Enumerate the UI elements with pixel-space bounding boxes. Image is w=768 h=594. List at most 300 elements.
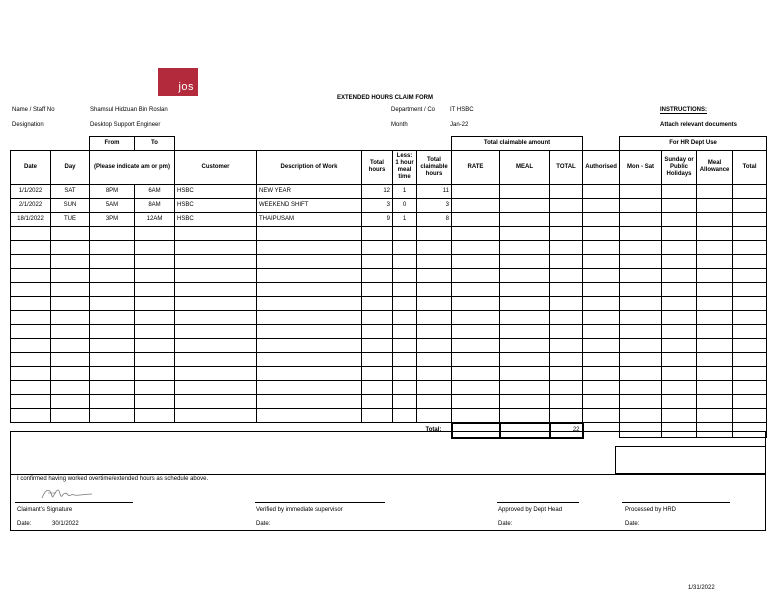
empty-cell [452,268,500,282]
cell-description: WEEKEND SHIFT [257,198,362,212]
cell-total_hours: 3 [362,198,393,212]
empty-cell [417,240,452,254]
empty-cell [11,226,51,240]
empty-cell [500,254,550,268]
empty-cell [697,184,733,198]
empty-cell [550,226,583,240]
empty-cell [257,408,362,423]
rate-header: RATE [452,150,500,184]
empty-cell [620,268,662,282]
empty-cell [697,366,733,380]
empty-cell [362,296,393,310]
empty-cell [733,268,767,282]
empty-cell [452,198,500,212]
table-row [11,212,767,226]
empty-cell [500,226,550,240]
empty-cell [393,282,417,296]
empty-cell [51,324,90,338]
empty-cell [620,310,662,324]
empty-cell [583,226,620,240]
empty-cell [550,282,583,296]
hrd-signature-line [622,502,730,503]
cell-date: 2/1/2022 [11,198,51,212]
authorised-header: Authorised [583,150,620,184]
dept-value: IT HSBC [450,107,474,113]
form-title: EXTENDED HOURS CLAIM FORM [337,95,433,101]
empty-cell [733,352,767,366]
table-row [11,296,767,310]
empty-cell [51,338,90,352]
designation-value: Desktop Support Engineer [90,122,161,128]
empty-cell [583,240,620,254]
empty-cell [550,338,583,352]
empty-cell [697,338,733,352]
empty-cell [257,296,362,310]
empty-cell [11,394,51,408]
empty-cell [550,352,583,366]
empty-cell [550,366,583,380]
table-row [11,198,767,212]
empty-cell [733,296,767,310]
empty-cell [51,310,90,324]
table-row [11,366,767,380]
empty-cell [662,184,697,198]
empty-cell [51,296,90,310]
empty-cell [550,254,583,268]
empty-cell [393,380,417,394]
empty-cell [417,324,452,338]
empty-cell [452,282,500,296]
empty-cell [550,268,583,282]
empty-cell [500,310,550,324]
empty-cell [90,296,135,310]
claimant-date-label: Date: [17,521,32,527]
empty-cell [500,212,550,226]
empty-cell [583,338,620,352]
empty-cell [90,408,135,423]
empty-cell [417,352,452,366]
empty-cell [135,324,175,338]
empty-cell [362,324,393,338]
date-header: Date [11,150,51,184]
table-row [11,338,767,352]
empty-cell [452,296,500,310]
empty-cell [11,268,51,282]
empty-cell [393,310,417,324]
cell-date: 1/1/2022 [11,184,51,198]
indicate-header: (Please indicate am or pm) [90,150,175,184]
empty-cell [135,380,175,394]
empty-cell [393,338,417,352]
empty-cell [733,240,767,254]
cell-total_hours: 9 [362,212,393,226]
empty-cell [550,380,583,394]
empty-cell [90,226,135,240]
designation-label: Designation [12,122,44,128]
empty-cell [393,408,417,423]
cell-claimable: 3 [417,198,452,212]
empty-cell [697,394,733,408]
empty-cell [11,324,51,338]
empty-cell [733,282,767,296]
empty-cell [135,226,175,240]
empty-cell [175,366,257,380]
empty-cell [733,212,767,226]
cell-customer: HSBC [175,212,257,226]
description-header: Description of Work [257,150,362,184]
empty-cell [175,324,257,338]
table-row [11,254,767,268]
empty-cell [51,226,90,240]
cell-customer: HSBC [175,198,257,212]
dept-label: Department / Co [391,107,436,113]
empty-cell [175,226,257,240]
cell-description: NEW YEAR [257,184,362,198]
empty-cell [500,198,550,212]
cell-description: THAIPUSAM [257,212,362,226]
empty-cell [393,254,417,268]
logo-text: jos [178,81,194,93]
empty-cell [620,198,662,212]
empty-cell [90,310,135,324]
empty-cell [51,380,90,394]
dept-head-signature-line [497,502,579,503]
from-header: From [90,137,135,151]
empty-cell [417,310,452,324]
empty-cell [697,282,733,296]
empty-cell [620,380,662,394]
empty-cell [135,394,175,408]
empty-cell [417,366,452,380]
company-logo [158,68,198,96]
empty-cell [620,282,662,296]
empty-cell [733,184,767,198]
empty-cell [135,310,175,324]
empty-cell [393,324,417,338]
empty-cell [452,310,500,324]
empty-cell [362,310,393,324]
empty-cell [175,282,257,296]
empty-cell [393,352,417,366]
empty-cell [175,408,257,423]
for-hr-header: For HR Dept Use [620,137,767,151]
empty-cell [697,408,733,423]
empty-cell [362,338,393,352]
empty-cell [417,380,452,394]
signature-separator [10,474,766,475]
empty-cell [500,296,550,310]
table-row [11,184,767,198]
empty-cell [697,310,733,324]
empty-cell [697,268,733,282]
total-claimable-amount-header: Total claimable amount [452,137,583,151]
cell-less: 0 [393,198,417,212]
empty-cell [417,254,452,268]
empty-cell [500,184,550,198]
instructions-label: INSTRUCTIONS: [660,107,707,113]
empty-cell [257,268,362,282]
empty-cell [583,184,620,198]
table-row [11,352,767,366]
empty-cell [620,338,662,352]
empty-cell [500,352,550,366]
cell-from: 3PM [90,212,135,226]
confirm-text: I confirmed having worked overtime/extended hours as schedule above. [17,476,209,482]
empty-cell [51,268,90,282]
cell-total_hours: 12 [362,184,393,198]
empty-cell [733,198,767,212]
supervisor-signature-line [255,502,385,503]
empty-cell [417,296,452,310]
empty-cell [452,366,500,380]
empty-cell [697,240,733,254]
meal-allowance-header: Meal Allowance [697,150,733,184]
empty-cell [500,324,550,338]
empty-cell [175,254,257,268]
mon-sat-header: Mon - Sat [620,150,662,184]
empty-cell [90,282,135,296]
empty-cell [362,240,393,254]
empty-cell [51,240,90,254]
empty-cell [550,212,583,226]
empty-cell [733,338,767,352]
empty-cell [135,268,175,282]
empty-cell [662,366,697,380]
empty-cell [662,310,697,324]
empty-cell [257,338,362,352]
empty-cell [393,296,417,310]
empty-cell [51,394,90,408]
claimant-signature-label: Claimant's Signature [17,507,73,513]
empty-cell [393,268,417,282]
total-hr-header: Total [733,150,767,184]
empty-cell [362,226,393,240]
empty-cell [662,394,697,408]
cell-to: 6AM [135,184,175,198]
empty-cell [550,408,583,423]
processed-label: Processed by HRD [625,507,677,513]
empty-cell [583,394,620,408]
empty-cell [257,254,362,268]
empty-cell [550,324,583,338]
claim-table [10,136,767,439]
empty-cell [51,366,90,380]
total-label: Total: [425,427,442,434]
empty-cell [135,352,175,366]
empty-cell [733,226,767,240]
empty-cell [51,352,90,366]
empty-cell [90,394,135,408]
empty-cell [733,254,767,268]
empty-cell [452,226,500,240]
empty-cell [620,394,662,408]
empty-cell [697,296,733,310]
empty-cell [90,254,135,268]
cell-day: SAT [51,184,90,198]
empty-cell [733,366,767,380]
empty-cell [550,240,583,254]
empty-cell [550,184,583,198]
month-label: Month [391,122,408,128]
empty-cell [257,352,362,366]
cell-day: SUN [51,198,90,212]
total-header: TOTAL [550,150,583,184]
table-row [11,380,767,394]
empty-cell [620,324,662,338]
empty-cell [733,324,767,338]
empty-cell [257,394,362,408]
total-value: 22 [550,423,583,438]
empty-cell [11,254,51,268]
empty-cell [362,366,393,380]
empty-cell [697,212,733,226]
empty-cell [135,296,175,310]
empty-cell [417,338,452,352]
empty-cell [257,366,362,380]
empty-cell [583,254,620,268]
meal-header: MEAL [500,150,550,184]
table-row [11,240,767,254]
empty-cell [500,268,550,282]
empty-cell [257,240,362,254]
empty-cell [500,380,550,394]
empty-cell [452,254,500,268]
empty-cell [733,394,767,408]
empty-cell [417,408,452,423]
empty-cell [662,352,697,366]
table-row [11,282,767,296]
empty-cell [11,380,51,394]
total-claimable-hours-header: Total claimable hours [417,150,452,184]
empty-cell [662,282,697,296]
empty-cell [90,366,135,380]
empty-cell [452,352,500,366]
empty-cell [620,184,662,198]
empty-cell [452,324,500,338]
empty-cell [362,254,393,268]
empty-cell [362,380,393,394]
instructions-text: Attach relevant documents [660,122,738,128]
empty-cell [500,338,550,352]
empty-cell [500,408,550,423]
empty-cell [550,394,583,408]
empty-cell [550,310,583,324]
empty-cell [583,296,620,310]
empty-cell [135,254,175,268]
empty-cell [417,394,452,408]
empty-cell [257,324,362,338]
empty-cell [452,408,500,423]
name-value: Shamsul Hidzuan Bin Roslan [90,107,168,113]
cell-less: 1 [393,212,417,226]
empty-cell [417,226,452,240]
empty-cell [500,240,550,254]
footer-date: 1/31/2022 [688,585,715,591]
empty-cell [51,254,90,268]
empty-cell [583,408,620,423]
empty-cell [662,268,697,282]
empty-cell [175,240,257,254]
empty-cell [620,240,662,254]
empty-cell [175,352,257,366]
empty-cell [11,240,51,254]
to-header: To [135,137,175,151]
empty-cell [662,296,697,310]
empty-cell [11,296,51,310]
empty-cell [393,240,417,254]
empty-cell [452,380,500,394]
table-row [11,268,767,282]
empty-cell [452,394,500,408]
empty-cell [500,394,550,408]
approved-label: Approved by Dept Head [498,507,563,513]
cell-customer: HSBC [175,184,257,198]
month-value: Jan-22 [450,122,469,128]
empty-cell [733,380,767,394]
claimant-date-value: 30/1/2022 [52,521,79,527]
empty-cell [583,352,620,366]
table-row [11,324,767,338]
empty-cell [11,352,51,366]
empty-cell [662,338,697,352]
table-row [11,226,767,240]
empty-cell [90,324,135,338]
empty-cell [620,226,662,240]
cell-to: 12AM [135,212,175,226]
hr-signature-area [615,446,766,474]
empty-cell [90,240,135,254]
empty-cell [550,198,583,212]
empty-cell [135,408,175,423]
claimant-signature-line [15,502,133,503]
dept-head-date-label: Date: [498,521,513,527]
empty-cell [11,408,51,423]
empty-cell [620,352,662,366]
empty-cell [90,352,135,366]
verified-label: Verified by immediate supervisor [256,507,343,513]
customer-header: Customer [175,150,257,184]
empty-cell [583,212,620,226]
empty-cell [583,282,620,296]
empty-cell [257,226,362,240]
empty-cell [393,394,417,408]
empty-cell [417,282,452,296]
empty-cell [135,240,175,254]
empty-cell [11,310,51,324]
sunday-public-header: Sunday or Public Holidays [662,150,697,184]
empty-cell [90,268,135,282]
empty-cell [11,366,51,380]
empty-cell [583,366,620,380]
cell-from: 8PM [90,184,135,198]
less-meal-header: Less: 1 hour meal time [393,150,417,184]
name-label: Name / Staff No [12,107,55,113]
empty-cell [697,352,733,366]
empty-cell [175,380,257,394]
empty-cell [51,408,90,423]
empty-cell [175,394,257,408]
empty-cell [662,408,697,423]
empty-cell [733,408,767,423]
empty-cell [11,282,51,296]
signature-image [38,484,98,502]
empty-cell [662,226,697,240]
empty-cell [393,366,417,380]
empty-cell [175,268,257,282]
empty-cell [662,212,697,226]
empty-cell [583,380,620,394]
table-row [11,394,767,408]
